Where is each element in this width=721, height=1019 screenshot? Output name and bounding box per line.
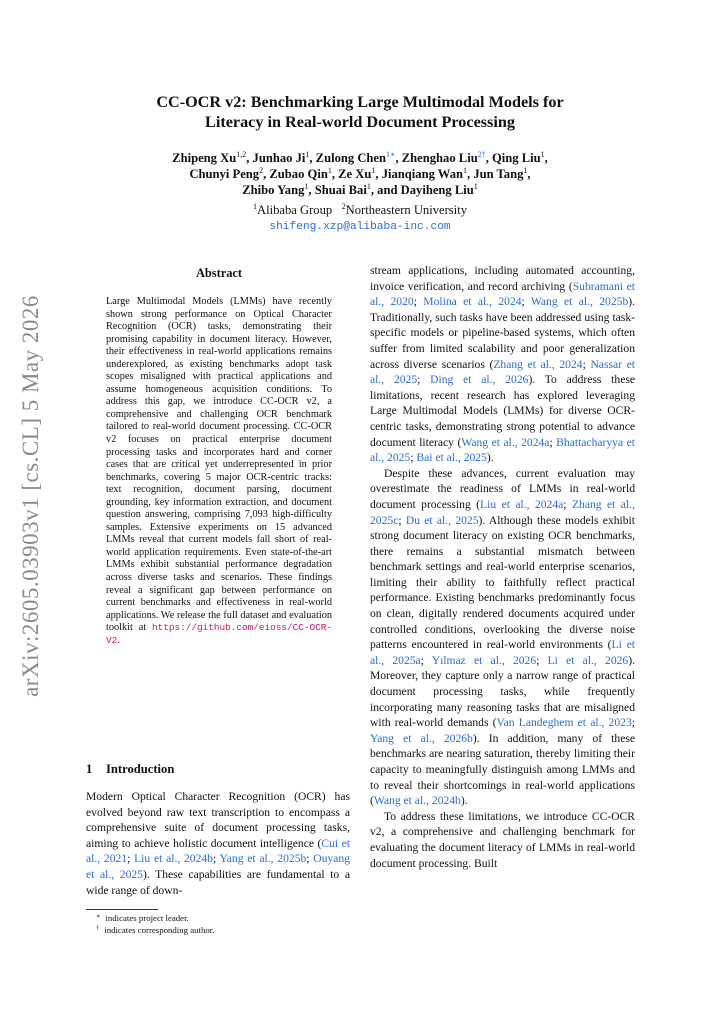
footnote-1 — [96, 912, 356, 924]
author-line-2: Chunyi Peng$^2$, Zubao Qin$^1$, Ze Xu$^1$, Jianqiang Wan$^1$, Jun Tang$^1$, — [189, 166, 531, 181]
citation-link[interactable]: Yang et al., 2025b — [219, 852, 307, 866]
author-line-1: Zhipeng Xu$^{1,2}$, Junhao Ji$^1$, Zulong Chen$^{1∗}$, Zhenghao Liu$^{2\dagger}$, Qing Liu$^1$, — [172, 150, 548, 165]
paragraph — [370, 466, 635, 809]
author-affil-mark: 1 — [304, 182, 309, 191]
citation-sep: ; — [521, 295, 531, 309]
citation-sep: ; — [413, 295, 424, 309]
paragraph-continued — [370, 263, 635, 466]
abstract-body — [106, 296, 332, 647]
section-title: Introduction — [106, 762, 175, 776]
author-affil-mark: 1,2 — [236, 150, 247, 159]
citation-link[interactable]: Ding et al., 2026 — [430, 373, 529, 387]
author-name: Chunyi Peng — [189, 167, 260, 181]
author-affil-mark: 1 — [523, 166, 528, 175]
author-affil-mark: 1 — [473, 182, 478, 191]
body-text: ). — [486, 451, 494, 465]
author-name: Shuai Bai — [314, 183, 367, 197]
body-text: ). To address these limitations, recent research has explored leveraging Large Multimodal Models (LMMs) for diverse OCR-centric tasks, demonstrating strong potential to advance document literacy ( — [370, 373, 636, 449]
citation-link[interactable]: Wang et al., 2024a — [461, 435, 550, 449]
right-column — [370, 263, 635, 871]
abstract-heading: Abstract — [195, 266, 243, 280]
footnote-mark: † — [96, 925, 100, 932]
author-name: Ze Xu — [338, 167, 372, 181]
footnotes — [96, 912, 356, 936]
author-affil-mark: 1 — [327, 166, 332, 175]
section-number: 1 — [86, 762, 93, 776]
author-name: Dayiheng Liu — [400, 183, 474, 197]
contact-email[interactable]: shifeng.xzp@alibaba-inc.com — [269, 221, 451, 233]
citation-link[interactable]: Zhang et al., 2024 — [493, 357, 583, 371]
citation-sep: ; — [420, 653, 432, 667]
citation-sep: ; — [212, 852, 220, 866]
citation-sep: ; — [549, 435, 557, 449]
citation-link[interactable]: Zhang et al., 2025c — [370, 497, 635, 527]
author-affil-mark: 2 — [259, 166, 264, 175]
author-affil-mark: 1 — [371, 166, 376, 175]
author-name: Zhibo Yang — [242, 183, 305, 197]
section-heading — [86, 762, 174, 777]
author-affil-mark: 1∗ — [386, 150, 396, 159]
citation-link[interactable]: Yılmaz et al., 2026 — [431, 653, 537, 667]
author-affil-mark: 1 — [540, 150, 545, 159]
citation-link[interactable]: Yang et al., 2026b — [370, 731, 473, 745]
citation-link[interactable]: Van Landeghem et al., 2023 — [496, 716, 632, 730]
author-affil-mark: 1 — [463, 166, 468, 175]
author-name: Zhipeng Xu — [172, 151, 237, 165]
footnote-text: indicates project leader. — [105, 913, 189, 923]
citation-link[interactable]: Ouyang et al., 2025 — [86, 852, 350, 881]
citation-link[interactable]: Molina et al., 2024 — [423, 295, 522, 309]
citation-link[interactable]: Wang et al., 2024b — [373, 794, 461, 808]
arxiv-id: arXiv:2605.03903v1 [cs.CL] 5 May 2026 — [18, 295, 44, 697]
author-name: Zubao Qin — [269, 167, 328, 181]
github-link[interactable]: https://github.com/eioss/CC-OCR-V2 — [106, 622, 332, 646]
body-text: ). Moreover, they capture only a narrow range of practical document processing tasks, while frequently incorporating many reasoning tasks that are misaligned with real-world demands ( — [370, 653, 635, 730]
author-name: Zulong Chen — [315, 151, 387, 165]
title-line-1: CC-OCR v2: Benchmarking Large Multimodal Models for — [156, 93, 564, 111]
citation-sep: ; — [563, 497, 572, 511]
author-name: Junhao Ji — [252, 151, 306, 165]
body-text: ). Traditionally, such tasks have been addressed using task-specific models or pipeline-based systems, which often suffer from limited scalability and poor generalization across diverse scenarios ( — [370, 295, 636, 371]
author-line-3: Zhibo Yang$^1$, Shuai Bai$^1$, and Dayiheng Liu$^1$ — [242, 182, 478, 197]
citation-sep: ; — [582, 357, 591, 371]
body-text: ). — [460, 794, 468, 808]
author-name: Zhenghao Liu — [401, 151, 478, 165]
affil-mark: 1 — [252, 202, 257, 211]
author-affil-mark: 1 — [305, 150, 310, 159]
affiliation-name: Northeastern University — [345, 203, 467, 217]
footnote-rule — [86, 909, 158, 910]
citation-link[interactable]: Wang et al., 2025b — [530, 295, 629, 309]
author-name: Jun Tang — [473, 167, 524, 181]
citation-link[interactable]: Li et al., 2026 — [547, 653, 629, 667]
body-text: ). Although these models exhibit strong document literacy on existing OCR benchmarks, there remains a substantial mismatch between benchmark settings and real-world enterprise scenarios, limiting their ability to faithfully reflect practical performance. Existing benchmarks predominantly focus on clean, digitally rendered documents acquired under controlled conditions, overlooking the diverse noise patterns encountered in real-world environments ( — [370, 513, 635, 652]
footnote-text: indicates corresponding author. — [104, 925, 215, 935]
arxiv-watermark — [14, 296, 48, 696]
intro-paragraph — [86, 789, 350, 898]
citation-sep: ; — [631, 716, 635, 730]
paragraph: To address these limitations, we introduce CC-OCR v2, a comprehensive and challenging benchmark for evaluating the document literacy of LMMs in real-world document processing. Built — [370, 809, 635, 870]
citation-link[interactable]: Nassar et al., 2025 — [370, 357, 635, 387]
citation-sep: ; — [417, 373, 431, 387]
body-text: stream applications, including automated accounting, invoice verification, and record archiving ( — [370, 264, 635, 293]
affiliation-name: Alibaba Group — [256, 203, 333, 217]
paper-title — [100, 92, 620, 132]
intro-text: Modern Optical Character Recognition (OCR) has evolved beyond raw text transcription to encompass a comprehensive suite of document processing tasks, aiming to achieve holistic document intelligence ( — [86, 790, 350, 850]
footnote-mark: ∗ — [96, 913, 101, 920]
citation-sep: ; — [306, 852, 314, 866]
citation-link[interactable]: Bai et al., 2025 — [416, 451, 487, 465]
author-name: Jianqiang Wan — [381, 167, 464, 181]
citation-link[interactable]: Du et al., 2025 — [405, 513, 479, 527]
citation-link[interactable]: Liu et al., 2024b — [134, 852, 213, 866]
citation-link[interactable]: Li et al., 2025a — [370, 638, 635, 667]
citation-sep: ; — [536, 653, 548, 667]
citation-link[interactable]: Subramani et al., 2020 — [370, 279, 635, 309]
citation-link[interactable]: Liu et al., 2024a — [480, 497, 564, 511]
title-line-2: Literacy in Real-world Document Processing — [205, 113, 515, 131]
citation-sep: ; — [410, 451, 417, 465]
author-affil-mark: 1 — [366, 182, 371, 191]
citation-link[interactable]: Cui et al., 2021 — [86, 836, 350, 866]
footnote-2 — [96, 924, 356, 936]
abstract-end: . — [117, 634, 120, 646]
author-name: Qing Liu — [492, 151, 541, 165]
intro-text: ). These capabilities are fundamental to a wide range of down- — [86, 867, 350, 897]
author-affil-mark: 2† — [477, 150, 486, 159]
author-list — [100, 150, 620, 198]
citation-sep: ; — [127, 852, 135, 866]
affil-mark: 2 — [341, 202, 346, 211]
citation-link[interactable]: Bhattacharyya et al., 2025 — [370, 435, 635, 465]
affiliations — [100, 202, 620, 218]
abstract-text: Large Multimodal Models (LMMs) have recently shown strong performance on Optical Character Recognition (OCR) tasks, demonstrating their promising capability in document literacy. However, their effectiveness in real-world applications remains underexplored, as existing benchmarks adopt task scopes misaligned with practical applications and assume homogeneous acquisition conditions. To address this gap, we introduce CC-OCR v2, a comprehensive and challenging OCR benchmark tailored to real-world document processing. CC-OCR v2 focuses on practical enterprise document processing tasks and incorporates hard and corner cases that are critical yet underrepresented in prior benchmarks, covering 5 major OCR-centric tracks: text recognition, document parsing, document grounding, key information extraction, and document question answering, comprising 7,093 high-difficulty samples. Extensive experiments on 15 advanced LMMs reveal that current models fall short of real-world application requirements. Even state-of-the-art LMMs exhibit substantial performance degradation across diverse tasks and scenarios. These findings reveal a significant gap between performance on current benchmarks and effectiveness in real-world applications. We release the full dataset and evaluation toolkit at — [106, 296, 332, 634]
body-text: ). In addition, many of these benchmarks are nearing saturation, thereby limiting their capacity to meaningfully distinguish among LMMs and to reveal their shortcomings in real-world applications ( — [370, 731, 635, 808]
body-text: Despite these advances, current evaluation may overestimate the readiness of LMMs in real-world document processing ( — [370, 466, 635, 511]
citation-sep: ; — [398, 513, 406, 527]
